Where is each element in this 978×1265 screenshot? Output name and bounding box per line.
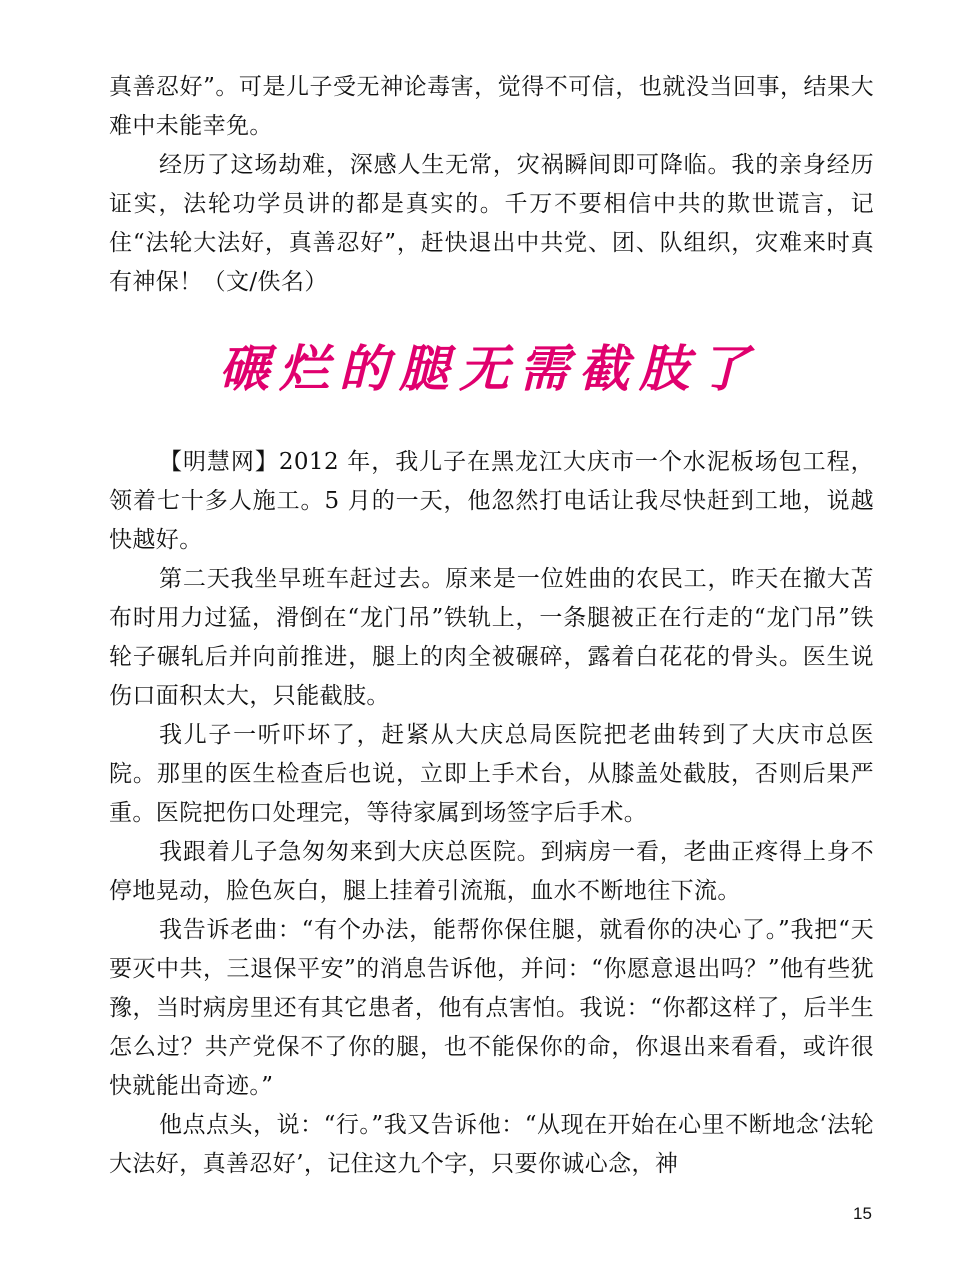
- previous-article-paragraph-2: 经历了这场劫难，深感人生无常，灾祸瞬间即可降临。我的亲身经历证实，法轮功学员讲的都是真实的。千万不要相信中共的欺世谎言，记住“法轮大法好，真善忍好”，赶快退出中共党、团、队组织，灾难来时真有神保！（文/佚名）: [109, 152, 874, 295]
- article-paragraph-2: 第二天我坐早班车赶过去。原来是一位姓曲的农民工，昨天在撤大苫布时用力过猛，滑倒在“龙门吊”铁轨上，一条腿被正在行走的“龙门吊”铁轮子碾轧后并向前推进，腿上的肉全被碾碎，露着白花花的骨头。医生说伤口面积太大，只能截肢。: [109, 566, 874, 709]
- previous-article-text: [109, 68, 874, 302]
- article-paragraph-3: 我儿子一听吓坏了，赶紧从大庆总局医院把老曲转到了大庆市总医院。那里的医生检查后也说，立即上手术台，从膝盖处截肢，否则后果严重。医院把伤口处理完，等待家属到场签字后手术。: [109, 722, 874, 826]
- article-paragraph-1: 【明慧网】2012 年，我儿子在黑龙江大庆市一个水泥板场包工程，领着七十多人施工。5 月的一天，他忽然打电话让我尽快赶到工地，说越快越好。: [109, 449, 874, 553]
- article-body: [109, 443, 874, 1184]
- article-paragraph-6: 他点点头，说：“行。”我又告诉他：“从现在开始在心里不断地念‘法轮大法好，真善忍好’，记住这九个字，只要你诚心念，神: [109, 1112, 874, 1177]
- article-paragraph-5: 我告诉老曲：“有个办法，能帮你保住腿，就看你的决心了。”我把“天要灭中共，三退保平安”的消息告诉他，并问：“你愿意退出吗？”他有些犹豫，当时病房里还有其它患者，他有点害怕。我说：“你都这样了，后半生怎么过？共产党保不了你的腿，也不能保你的命，你退出来看看，或许很快就能出奇迹。”: [109, 917, 874, 1099]
- article-paragraph-4: 我跟着儿子急匆匆来到大庆总医院。到病房一看，老曲正疼得上身不停地晃动，脸色灰白，腿上挂着引流瓶，血水不断地往下流。: [109, 839, 874, 904]
- article-title-block: [0, 334, 978, 404]
- page-number: 15: [853, 1204, 872, 1223]
- previous-article-paragraph-1: 真善忍好”。可是儿子受无神论毒害，觉得不可信，也就没当回事，结果大难中未能幸免。: [109, 74, 874, 139]
- article-title: 碾烂的腿无需截肢了: [219, 339, 759, 398]
